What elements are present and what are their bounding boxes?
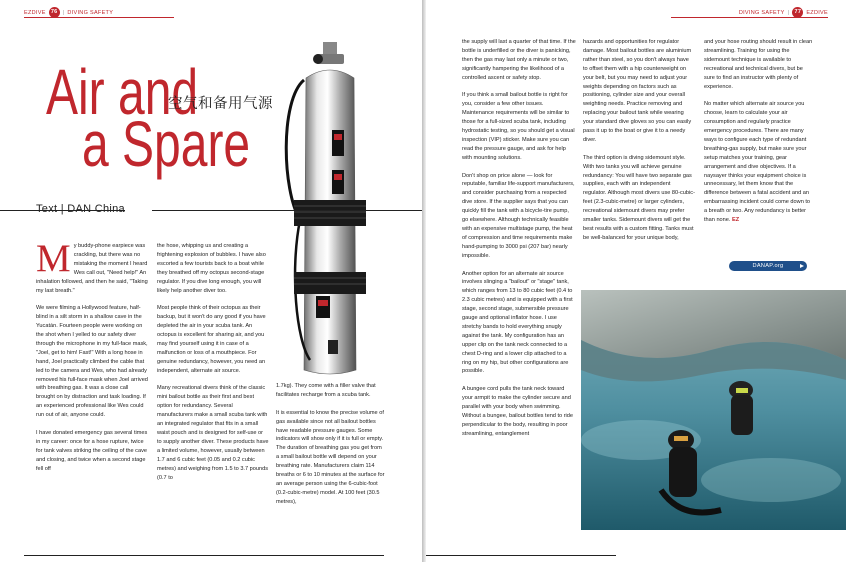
- danap-logo-link[interactable]: DANAP.org: [729, 261, 807, 271]
- page-number-badge: 76: [49, 7, 60, 18]
- left-column-2: [157, 242, 269, 491]
- right-column-1: [462, 38, 576, 448]
- divers-photo: [581, 290, 846, 530]
- paragraph: I have donated emergency gas several times in my career: once for a hose rupture, twice for tank valves striking the ceiling of the cave and closing, and twice when a second stage fell off: [36, 430, 148, 472]
- right-column-2: [583, 38, 695, 252]
- title-line-2: a Spare: [82, 108, 251, 180]
- footer-rule: [24, 555, 384, 556]
- paragraph: A bungee cord pulls the tank neck toward your armpit to make the cylinder secure and parallel with your body when swimming. Without a bungee, bailout bottles tend to ride perpendicular to the body, resulting in poor streamlining, entanglement: [462, 386, 574, 437]
- paragraph: [704, 100, 814, 225]
- header-rule: [24, 17, 174, 18]
- paragraph: and your hose routing should result in clean streamlining. Training for using the sidemount technique is available to recreational and technical divers, but be sure to find an instructor with plenty of experience.: [704, 39, 813, 90]
- title-chinese: 空气和备用气源: [168, 96, 273, 112]
- paragraph-text: y buddy-phone earpiece was crackling, but there was no mistaking the moment I heard Wes call out, "Need help!" An inhalation followed, and then he said, "Taking my last breath.": [36, 243, 148, 294]
- header-separator: |: [787, 9, 790, 16]
- paragraph: the hose, whipping us and creating a frightening explosion of bubbles. I have also escorted a few tourists back to a boat while they breathed off my octopus second-stage regulator. If you dive long enough, you will likely help another diver too.: [157, 243, 266, 294]
- paragraph: the supply will last a quarter of that time. If the bottle is underfilled or the diver is panicking, then the gas may last only a minute or two, significantly hampering the likelihood of a controlled ascent or safety stop.: [462, 39, 576, 81]
- paragraph: If you think a small bailout bottle is right for you, consider a few other issues. Maintenance requirements will be similar to those for a full-sized scuba tank, including hydrostatic testing, so you should get a visual inspection (VIP) sticker. Make sure you can read the pressure gauge, and ask for help with mounting solutions.: [462, 92, 575, 161]
- end-mark: EZ: [732, 217, 740, 224]
- footer-rule: [426, 555, 616, 556]
- header-brand: EZDIVE: [806, 9, 828, 16]
- left-column-1: [36, 237, 148, 482]
- paragraph: It is essential to know the precise volume of gas available since not all bailout bottles have readable pressure gauges. Some indicators will show only if it is full or empty. The duration of breathing gas you get from a small bailout bottle will depend on your breathing rate. Manufacturers claim 114 breaths or 6 to 10 minutes at the surface for an average person using the 6-cubic-foot (0.2-cubic-metre) model. At 100 feet (30.5 metres),: [276, 409, 385, 505]
- paragraph: 1.7kg). They come with a filler valve that facilitates recharge from a scuba tank.: [276, 383, 376, 398]
- byline-rule-right: [152, 210, 422, 211]
- header-separator: |: [62, 9, 65, 16]
- title-line-1: Air and: [46, 56, 199, 128]
- paragraph: [36, 237, 148, 295]
- paragraph: Most people think of their octopus as their backup, but it won't do any good if you have depleted the air in your scuba tank. An octopus is excellent for sharing air, and you may find yourself using it in case of a malfunction or loss of a mouthpiece. For genuine redundancy, however, you need an independent, alternate air source.: [157, 305, 266, 374]
- paragraph: Another option for an alternate air source involves slinging a "bailout" or "stage" tank, which ranges from 13 to 80 cubic feet (0.4 to 2.3 cubic metres) and is equipped with a first stage, second stage, submersible pressure gauge and optional inflator hose. I use stretchy bands to hold everything snugly against the tank. My configuration has an upper clip on the tank neck connected to a chest D-ring and a lower clip attached to a ring on my hip, but other configurations are possible.: [462, 270, 573, 375]
- page-number-badge: 77: [792, 7, 803, 18]
- byline: Text | DAN China: [36, 203, 125, 215]
- paragraph: Many recreational divers think of the classic mini bailout bottle as their first and best option for redundancy. Several manufacturers make a small scuba tank with an integrated regulator that fits in a small waist pouch and is designed for self-use or to supply another diver. These products have a limited volume, however, usually between 1.7 and 6 cubic feet (0.05 and 0.2 cubic metres) and weighing from 1.5 to 3.7 pounds (0.7 to: [157, 385, 269, 481]
- paragraph-text: No matter which alternate air source you choose, learn to calculate your air consumption and regularly practice emergency procedures. There are many ways to configure each type of redundant breathing-gas supply, but make sure your setup matches your training, gear arrangement and dive objectives. If a naysayer thinks your equipment choice is unnecessary, let them know that the difference between a fatal accident and an embarrassing incident could come down to a breath or two. Any redundancy is better than none.: [704, 101, 811, 224]
- paragraph: Don't shop on price alone — look for reputable, familiar life-support manufacturers, and consider purchasing from a respected dive store. If the supplier says that you can quickly fill the tank with a bicycle-tire pump, go elsewhere. Although technically feasible with an expensive multistage pump, the heat of compression and time requirements make hand-pumping to 3000 psi (207 bar) nearly impossible.: [462, 172, 575, 259]
- right-page: [426, 0, 846, 562]
- paragraph: We were filming a Hollywood feature, half-blind in a silt storm in a shallow cave in the Yucatán. Fourteen people were working on the shot when I yelled to our safety diver through the microphone in my full-face mask, "Joel, get to him! Fast!" With a long hose in hand, Joel practically climbed the cable that led to the camera and Wes, who had already removed his full-face mask when Joel arrived with breathing gas. It was a close call brought on by distraction and task loading. If an experienced professional like Wes could run out of air, anyone could.: [36, 305, 148, 419]
- right-column-3: [704, 38, 814, 234]
- left-column-3: [276, 382, 386, 516]
- paragraph: The third option is diving sidemount style. With two tanks you will achieve genuine redundancy: You will have two separate gas supplies, each with an independent regulator. Although most divers use 80-cubic-feet (2.3-cubic-metre) or larger cylinders, recreational sidemount divers may prefer smaller tanks. Sidemount divers will get the best results with a custom fitting. Tanks must be well-balanced for your unique body,: [583, 154, 695, 241]
- paragraph: hazards and opportunities for regulator damage. Most bailout bottles are aluminium rather than steel, so you don't always have to offset them with a hip counterweight on your belt, but you may need to adjust your weights depending on factors such as positioning, cylinder size and your overall weighting needs. Practice removing and replacing your bailout tank while wearing your standard dive gloves so you can easily pass it up to the boat or give it to a needy diver.: [583, 39, 692, 143]
- drop-cap: M: [36, 237, 71, 280]
- left-page: [0, 0, 422, 562]
- header-section: DIVING SAFETY: [67, 9, 114, 16]
- header-rule: [671, 17, 828, 18]
- header-brand: EZDIVE: [24, 9, 46, 16]
- header-section: DIVING SAFETY: [738, 9, 785, 16]
